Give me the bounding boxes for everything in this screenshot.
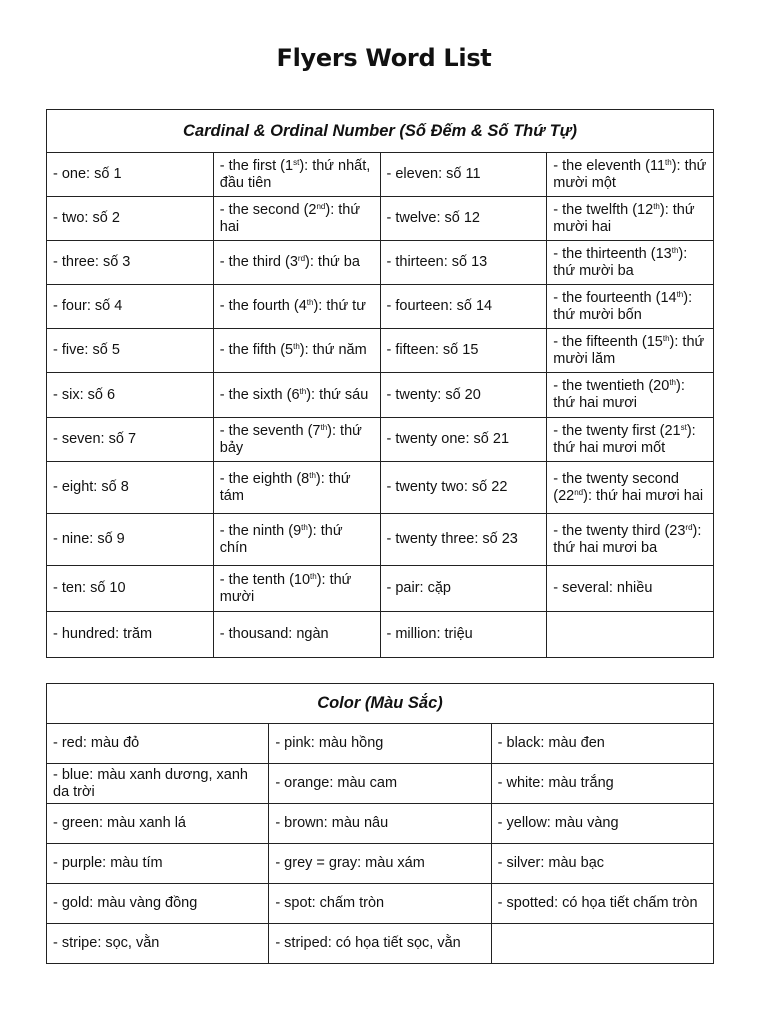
ordinal-suffix: th	[671, 245, 679, 255]
ordinal-suffix: th	[299, 386, 307, 396]
number-term: - the second (2	[219, 201, 317, 218]
ordinal-suffix: rd	[297, 254, 306, 263]
number-cell	[547, 373, 714, 418]
color-cell: - purple: màu tím	[47, 844, 269, 884]
color-cell: - gold: màu vàng đồng	[47, 884, 269, 924]
number-cell	[213, 329, 380, 373]
number-cell	[47, 462, 214, 514]
number-term: - thirteen: số 13	[386, 254, 488, 270]
color-row	[47, 724, 714, 764]
number-cell	[380, 153, 547, 197]
number-cell	[47, 285, 214, 329]
number-translation: ): thứ bảy	[219, 422, 362, 456]
color-cell: - black: màu đen	[491, 724, 713, 764]
number-term: - fifteen: số 15	[386, 342, 479, 358]
number-term: - the first (1	[219, 157, 294, 174]
number-cell	[547, 153, 714, 197]
number-row	[47, 241, 714, 285]
number-cell	[547, 612, 714, 658]
numbers-heading: Cardinal & Ordinal Number (Số Đếm & Số Thứ Tự)	[47, 110, 714, 153]
number-translation: ): thứ mười một	[553, 157, 707, 191]
ordinal-suffix: rd	[685, 522, 693, 532]
number-row	[47, 329, 714, 373]
number-term: - twenty: số 20	[386, 386, 481, 403]
ordinal-suffix: th	[669, 378, 676, 387]
ordinal-suffix: th	[665, 157, 672, 167]
ordinal-suffix: th	[293, 342, 300, 351]
number-term: - the twenty second (22	[553, 470, 679, 504]
ordinal-suffix: th	[306, 298, 314, 307]
number-translation: ): thứ hai mươi	[553, 378, 685, 411]
number-row	[47, 153, 714, 197]
color-cell: - spotted: có họa tiết chấm tròn	[491, 884, 713, 924]
number-term: - thousand: ngàn	[219, 626, 329, 642]
number-cell	[547, 462, 714, 514]
number-term: - one: số 1	[53, 166, 122, 182]
number-cell	[380, 514, 547, 566]
number-row	[47, 197, 714, 241]
number-translation: ): thứ nhất, đầu tiên	[219, 157, 371, 191]
number-term: - the tenth (10	[219, 571, 311, 588]
color-cell: - blue: màu xanh dương, xanh da trời	[47, 764, 269, 804]
number-term: - six: số 6	[53, 386, 116, 403]
number-cell	[213, 373, 380, 418]
number-term: - twenty one: số 21	[386, 431, 510, 447]
color-cell: - brown: màu nâu	[269, 804, 491, 844]
number-term: - the sixth (6	[219, 386, 300, 403]
number-cell	[380, 373, 547, 418]
number-row	[47, 418, 714, 462]
number-cell	[213, 241, 380, 285]
number-cell	[380, 241, 547, 285]
number-cell	[380, 329, 547, 373]
number-translation: ): thứ hai mươi hai	[583, 487, 704, 504]
number-translation: ): thứ năm	[299, 342, 367, 358]
number-term: - the twenty first (21	[553, 422, 681, 439]
number-cell	[47, 418, 214, 462]
number-cell	[47, 241, 214, 285]
number-term: - ten: số 10	[53, 580, 126, 596]
number-term: - twenty three: số 23	[386, 531, 518, 547]
number-term: - the eleventh (11	[553, 157, 666, 174]
number-term: - five: số 5	[53, 342, 120, 358]
number-term: - several: nhiều	[553, 580, 653, 596]
number-row	[47, 566, 714, 612]
color-cell: - white: màu trắng	[491, 764, 713, 804]
number-translation: ): thứ hai	[219, 201, 361, 235]
color-cell: - stripe: sọc, vằn	[47, 924, 269, 964]
colors-table	[46, 683, 714, 964]
ordinal-suffix: th	[653, 201, 660, 211]
number-term: - the seventh (7	[219, 422, 321, 439]
number-cell	[547, 197, 714, 241]
color-row	[47, 764, 714, 804]
number-cell	[547, 418, 714, 462]
number-row	[47, 462, 714, 514]
number-term: - the fifteenth (15	[553, 333, 663, 350]
number-term: - pair: cặp	[386, 580, 451, 596]
number-cell	[47, 197, 214, 241]
color-cell: - pink: màu hồng	[269, 724, 491, 764]
page-title: Flyers Word List	[276, 44, 492, 72]
number-cell	[547, 285, 714, 329]
number-translation: ): thứ hai mươi mốt	[553, 422, 696, 456]
number-translation: ): thứ mười hai	[553, 201, 695, 235]
number-term: - the fifth (5	[219, 342, 294, 358]
number-cell	[47, 566, 214, 612]
number-cell	[213, 514, 380, 566]
number-term: - the twenty third (23	[553, 522, 686, 539]
number-translation: ): thứ mười bốn	[553, 289, 693, 323]
color-row	[47, 924, 714, 964]
number-cell	[47, 329, 214, 373]
ordinal-suffix: nd	[574, 487, 584, 497]
color-cell: - green: màu xanh lá	[47, 804, 269, 844]
number-cell	[213, 153, 380, 197]
number-translation: ): thứ ba	[305, 254, 360, 270]
color-cell: - silver: màu bạc	[491, 844, 713, 884]
number-term: - the third (3	[219, 254, 298, 270]
number-cell	[213, 612, 380, 658]
number-term: - the ninth (9	[219, 522, 302, 539]
number-cell	[47, 373, 214, 418]
ordinal-suffix: th	[662, 333, 670, 343]
ordinal-suffix: nd	[316, 201, 326, 211]
color-row	[47, 884, 714, 924]
color-cell: - striped: có họa tiết sọc, vằn	[269, 924, 491, 964]
number-row	[47, 612, 714, 658]
number-cell	[47, 153, 214, 197]
number-term: - million: triệu	[386, 626, 473, 642]
number-cell	[47, 514, 214, 566]
number-term: - eight: số 8	[53, 479, 129, 495]
number-cell	[380, 566, 547, 612]
number-cell	[380, 197, 547, 241]
number-translation: ): thứ tám	[219, 470, 351, 504]
number-term: - four: số 4	[53, 298, 123, 314]
color-row	[47, 804, 714, 844]
number-cell	[213, 566, 380, 612]
number-term: - fourteen: số 14	[386, 298, 493, 314]
number-term: - the fourteenth (14	[553, 289, 677, 306]
ordinal-suffix: st	[293, 157, 300, 167]
number-cell	[213, 197, 380, 241]
color-cell: - grey = gray: màu xám	[269, 844, 491, 884]
number-translation: ): thứ chín	[219, 522, 343, 556]
ordinal-suffix: th	[310, 571, 317, 581]
number-cell	[213, 285, 380, 329]
color-cell	[491, 924, 713, 964]
number-row	[47, 285, 714, 329]
number-translation: ): thứ mười ba	[553, 245, 688, 279]
color-cell: - yellow: màu vàng	[491, 804, 713, 844]
number-cell	[213, 462, 380, 514]
number-term: - two: số 2	[53, 210, 120, 226]
number-cell	[547, 329, 714, 373]
ordinal-suffix: th	[320, 422, 328, 432]
number-cell	[380, 612, 547, 658]
number-translation: ): thứ sáu	[306, 386, 369, 403]
number-cell	[547, 566, 714, 612]
number-term: - hundred: trăm	[53, 626, 153, 642]
number-row	[47, 373, 714, 418]
number-term: - the eighth (8	[219, 470, 310, 487]
number-cell	[547, 514, 714, 566]
number-term: - twelve: số 12	[386, 210, 480, 226]
number-translation: ): thứ hai mươi ba	[553, 522, 702, 556]
number-term: - the fourth (4	[219, 298, 307, 314]
number-term: - nine: số 9	[53, 531, 125, 547]
number-term: - the twelfth (12	[553, 201, 654, 218]
number-term: - three: số 3	[53, 254, 131, 270]
colors-heading: Color (Màu Sắc)	[47, 684, 714, 724]
color-cell: - orange: màu cam	[269, 764, 491, 804]
color-cell: - red: màu đỏ	[47, 724, 269, 764]
number-cell	[380, 285, 547, 329]
color-row	[47, 844, 714, 884]
number-term: - seven: số 7	[53, 431, 137, 447]
ordinal-suffix: th	[676, 289, 684, 299]
number-cell	[213, 418, 380, 462]
number-term: - twenty two: số 22	[386, 479, 508, 495]
number-translation: ): thứ tư	[313, 298, 366, 314]
color-cell: - spot: chấm tròn	[269, 884, 491, 924]
ordinal-suffix: th	[309, 470, 316, 480]
number-term: - the twentieth (20	[553, 378, 670, 394]
number-term: - the thirteenth (13	[553, 245, 672, 262]
number-row	[47, 514, 714, 566]
numbers-table	[46, 109, 714, 658]
number-cell	[47, 612, 214, 658]
number-cell	[380, 462, 547, 514]
number-translation: ): thứ mười lăm	[553, 333, 705, 367]
number-cell	[547, 241, 714, 285]
ordinal-suffix: th	[301, 522, 308, 532]
number-term: - eleven: số 11	[386, 166, 481, 182]
number-cell	[380, 418, 547, 462]
number-translation: ): thứ mười	[219, 571, 352, 605]
ordinal-suffix: st	[680, 422, 687, 432]
